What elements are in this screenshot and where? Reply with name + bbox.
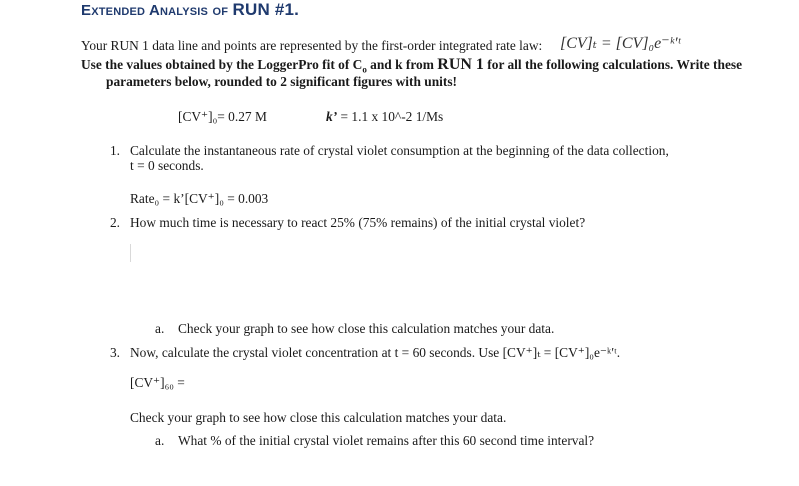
k-eq: = — [337, 109, 352, 124]
q1-answer-value[interactable]: 0.003 — [238, 191, 269, 206]
cv0-parameter — [178, 109, 267, 125]
rate-law-equation: [CV]ₜ = [CV]₀e⁻ᵏ′ᵗ — [560, 35, 681, 52]
header-prefix: Extended Analysis of — [81, 2, 233, 19]
section-header — [81, 0, 299, 20]
instructions-line-2: parameters below, rounded to 2 significant figures with units! — [106, 74, 458, 89]
instructions-part3: for all the following calculations. Write these — [483, 57, 743, 72]
q2-text: How much time is necessary to react 25% (75% remains) of the initial crystal violet? — [130, 215, 586, 230]
intro-text: Your RUN 1 data line and points are represented by the first-order integrated rate law: — [81, 38, 543, 53]
q3-number: 3. — [109, 345, 120, 360]
k-label: k’ — [326, 109, 338, 124]
cv0-label: [CV⁺]₀= — [178, 109, 229, 124]
instructions-subscript: o — [362, 64, 367, 75]
q1-answer-label: Rate₀ = k’[CV⁺]₀ = — [130, 191, 239, 206]
cv0-value[interactable]: 0.27 M — [228, 109, 267, 124]
q1-text-line-2: t = 0 seconds. — [130, 158, 204, 173]
q3-answer-label[interactable]: [CV⁺]₆₀ = — [130, 375, 185, 390]
q3a-letter: a. — [155, 433, 165, 448]
q3-check-text: Check your graph to see how close this calculation matches your data. — [130, 410, 507, 425]
q2-number: 2. — [109, 215, 120, 230]
instructions-part2: and k from — [366, 57, 438, 72]
header-run: RUN #1. — [232, 0, 300, 19]
k-parameter — [326, 109, 443, 125]
instructions-run: RUN 1 — [437, 56, 484, 73]
q1-number: 1. — [109, 143, 120, 158]
q2a-letter: a. — [155, 321, 165, 336]
q2a-text: Check your graph to see how close this calculation matches your data. — [178, 321, 555, 336]
instructions-part1: Use the values obtained by the LoggerPro fit of C — [81, 57, 363, 72]
q3-text: Now, calculate the crystal violet concentration at t = 60 seconds. Use [CV⁺]ₜ = [CV⁺]₀e⁻ᵏ′ᵗ. — [130, 345, 621, 360]
q1-text-line-1: Calculate the instantaneous rate of crystal violet consumption at the beginning of the data collection, — [130, 143, 669, 158]
k-value[interactable]: 1.1 x 10^-2 1/Ms — [351, 109, 444, 124]
q3a-text: What % of the initial crystal violet remains after this 60 second time interval? — [178, 433, 595, 448]
intro-line — [81, 38, 542, 54]
q2-answer-field[interactable] — [130, 244, 131, 262]
q1-answer — [130, 191, 268, 207]
instructions-line-1 — [81, 56, 742, 75]
